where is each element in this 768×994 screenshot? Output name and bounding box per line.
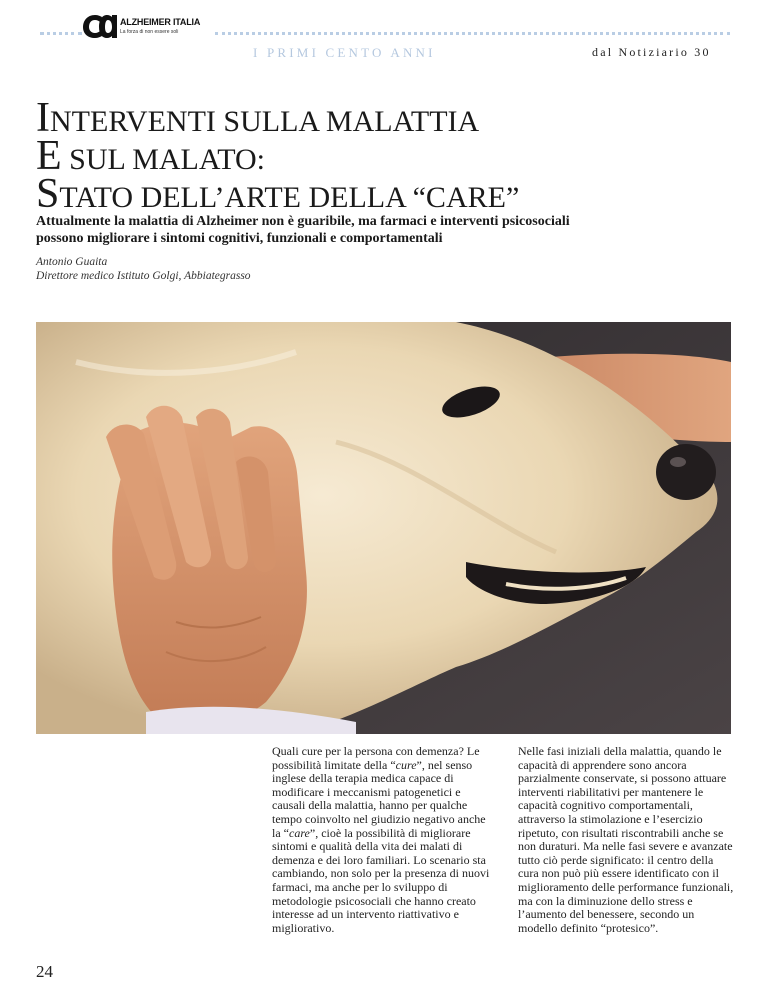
title-line-3: STATO DELL’ARTE DELLA “CARE”	[36, 171, 520, 217]
issue-label: dal Notiziario 30	[592, 45, 711, 59]
text-column-1	[272, 745, 490, 935]
logo-tagline: La forza di non essere soli	[120, 29, 179, 35]
subtitle-line-2: possono migliorare i sintomi cognitivi, funzionali e comportamentali	[36, 231, 443, 246]
article-title	[36, 95, 520, 217]
column-1-term-care: care	[289, 825, 310, 840]
author-name: Antonio Guaita	[36, 256, 108, 268]
article-photo-dog-and-hand	[36, 322, 731, 734]
section-title: I PRIMI CENTO ANNI	[253, 45, 436, 60]
text-column-2: Nelle fasi iniziali della malattia, quando le capacità di apprendere sono ancora parzialmente conservate, si possono attuare interventi riabilitativi per mantenere le capacità cognitivo comportamentali, attraverso la stimolazione e l’esercizio ripetuto, con risultati riscontrabili anche se non duraturi. Ma nelle fasi severe e avanzate tutto ciò perde significato: il centro della cura non può più essere identificato con il miglioramento delle performance funzionali, ma con la diminuzione dello stress e l’aumento del benessere, secondo un modello definito “protesico”.	[518, 744, 734, 935]
title-line-2: E SUL MALATO:	[36, 133, 266, 179]
page-number: 24	[36, 962, 53, 981]
alzheimer-italia-logo-icon	[82, 12, 118, 40]
header-rule-right	[215, 32, 730, 35]
article-subtitle	[36, 213, 736, 247]
author-role: Direttore medico Istituto Golgi, Abbiategrasso	[36, 270, 251, 282]
column-1-text-b: ”, nel senso inglese della terapia medica capace di modificare i meccanismi patogenetici e causali della malattia, hanno per qualche tempo coinvolto nel giudizio negativo anche la “	[272, 757, 486, 840]
column-1-text-c: ”, cioè la possibilità di migliorare sintomi e qualità della vita dei malati di demenza e dei loro familiari. Lo scenario sta cambiando, non solo per la presenza di nuovi farmaci, ma anche per lo sviluppo di metodologie psicosociali che hanno creato interesse ad un intervento riattivativo e migliorativo.	[272, 825, 490, 935]
subtitle-line-1: Attualmente la malattia di Alzheimer non è guaribile, ma farmaci e interventi psicosociali	[36, 214, 570, 229]
header-rule-left	[40, 32, 82, 35]
logo-name: ALZHEIMER ITALIA	[120, 17, 201, 27]
column-1-text-a: Quali cure per la persona con demenza? Le possibilità limitate della “	[272, 744, 480, 772]
author-byline	[36, 255, 251, 283]
page-header	[0, 0, 768, 70]
column-1-term-cure: cure	[395, 757, 417, 772]
title-line-1: INTERVENTI SULLA MALATTIA	[36, 95, 480, 141]
